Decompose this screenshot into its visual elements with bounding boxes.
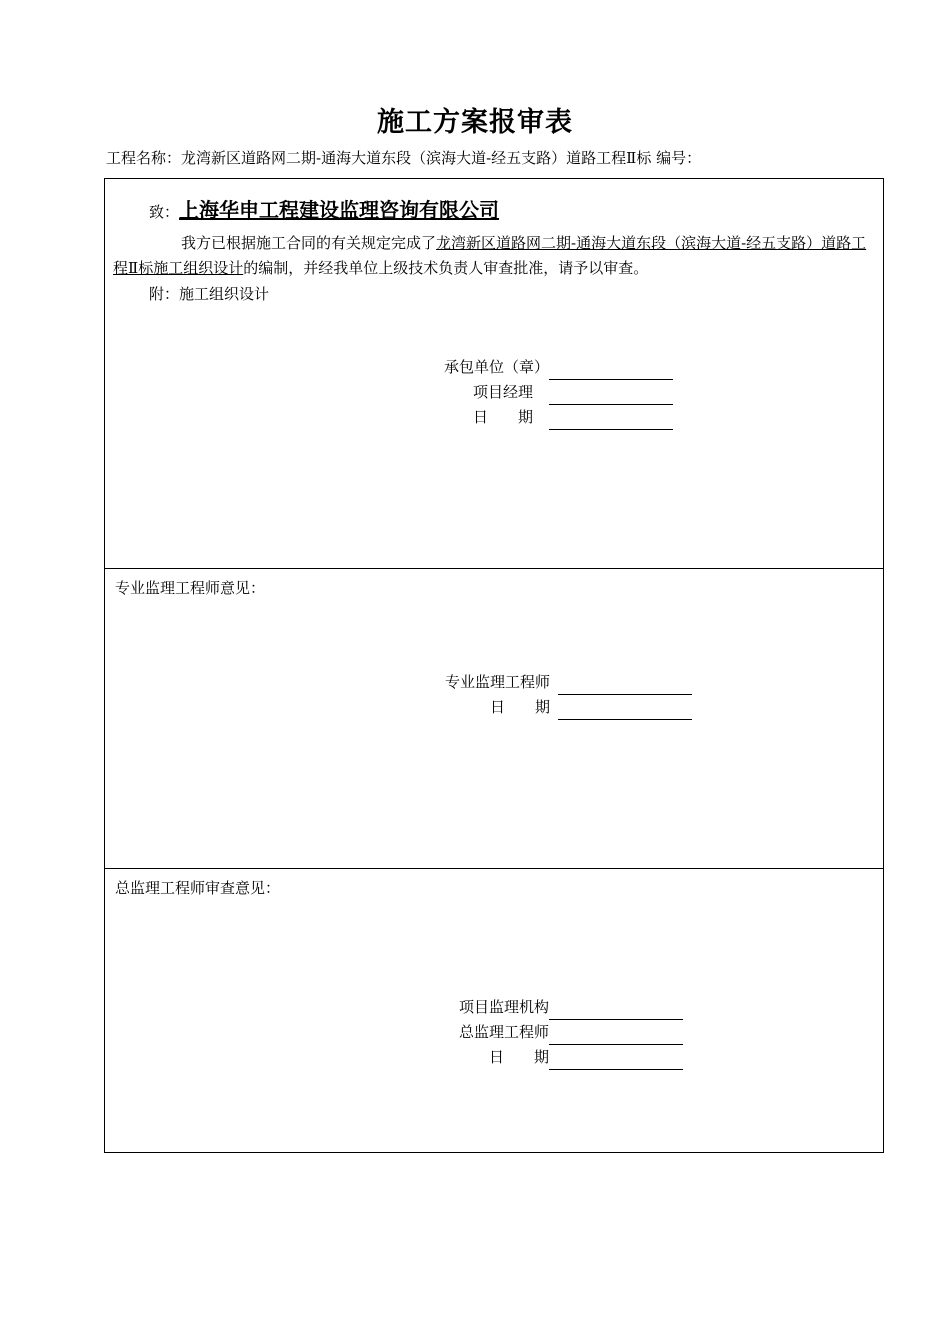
- specialist-date-field[interactable]: [558, 700, 692, 720]
- specialist-opinion-label: 专业监理工程师意见：: [115, 579, 266, 597]
- specialist-date-label: 日 期: [489, 698, 550, 716]
- chief-review-section: [105, 869, 883, 1153]
- specialist-opinion-section: [105, 569, 883, 869]
- supervision-agency-label: 项目监理机构: [458, 998, 549, 1016]
- addressee-line: [149, 194, 499, 223]
- chief-date-field[interactable]: [549, 1050, 683, 1070]
- supervision-agency-row: [445, 995, 683, 1020]
- chief-engineer-field[interactable]: [549, 1025, 683, 1045]
- specialist-engineer-field[interactable]: [558, 675, 692, 695]
- specialist-engineer-label: 专业监理工程师: [444, 673, 550, 691]
- submission-text-part1: 我方已根据施工合同的有关规定完成了: [181, 234, 437, 252]
- chief-engineer-label: 总监理工程师: [458, 1023, 549, 1041]
- submission-project-name: 龙湾新区道路网二期-通海大道东段（滨海大道-经五支路）道路工程Ⅱ标施工组织设计: [113, 234, 867, 277]
- submission-text-part2: 的编制，并经我单位上级技术负责人审查批准，请予以审查。: [243, 259, 649, 277]
- form-title: 施工方案报审表: [377, 107, 573, 138]
- submission-section: [105, 179, 883, 569]
- chief-engineer-row: [445, 1020, 683, 1045]
- submission-text: [113, 231, 879, 281]
- specialist-engineer-row: [432, 670, 692, 695]
- project-manager-field[interactable]: [549, 385, 673, 405]
- contractor-date-field[interactable]: [549, 410, 673, 430]
- contractor-unit-label: 承包单位（章）: [443, 358, 549, 376]
- project-manager-label: 项目经理: [472, 383, 533, 401]
- attachment-line: 附：施工组织设计: [149, 285, 270, 303]
- specialist-date-row: [432, 695, 692, 720]
- chief-date-label: 日 期: [488, 1048, 549, 1066]
- contractor-unit-field[interactable]: [549, 360, 673, 380]
- contractor-date-row: [425, 405, 673, 430]
- addressee-prefix: 致：: [149, 203, 180, 221]
- contractor-unit-row: [425, 355, 673, 380]
- project-manager-row: [425, 380, 673, 405]
- project-name-line: 工程名称：龙湾新区道路网二期-通海大道东段（滨海大道-经五支路）道路工程Ⅱ标 编号：: [106, 149, 702, 167]
- addressee-company: 上海华申工程建设监理咨询有限公司: [179, 198, 500, 222]
- chief-review-label: 总监理工程师审查意见：: [115, 879, 281, 897]
- supervision-agency-field[interactable]: [549, 1000, 683, 1020]
- contractor-date-label: 日 期: [472, 408, 533, 426]
- review-form: [104, 178, 884, 1153]
- chief-date-row: [445, 1045, 683, 1070]
